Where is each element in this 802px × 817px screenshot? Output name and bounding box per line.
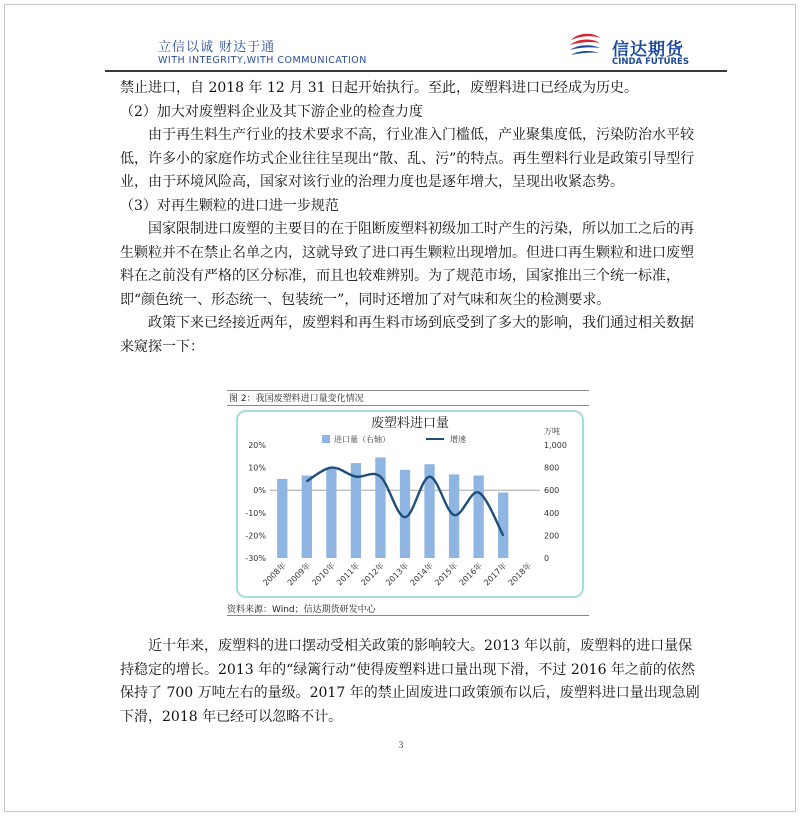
y-right-tick: 200	[544, 531, 560, 541]
page-number: 3	[398, 740, 404, 750]
y-left-tick: 20%	[248, 441, 266, 450]
chart-legend	[322, 434, 466, 444]
legend-label-line: 增速	[450, 435, 466, 444]
y-left-tick: -30%	[245, 554, 266, 563]
bar-2009年	[302, 476, 312, 558]
growth-point-2011年	[355, 476, 357, 478]
bar-2016年	[473, 476, 483, 558]
x-tick: 2011年	[334, 561, 362, 588]
x-tick: 2016年	[457, 561, 485, 588]
x-tick: 2018年	[506, 561, 534, 588]
growth-point-2014年	[429, 476, 431, 478]
figure-caption: 图 2：我国废塑料进口量变化情况	[227, 390, 589, 406]
x-tick: 2012年	[359, 561, 386, 588]
y-right-tick: 1,000	[544, 441, 567, 450]
header-brand: 信达期货	[612, 40, 684, 60]
x-tick: 2015年	[433, 561, 460, 588]
legend-swatch-bar	[322, 435, 330, 443]
chart-bars	[277, 457, 508, 558]
paragraph-4: 政策下来已经接近两年，废塑料和再生料市场到底受到了多大的影响，我们通过相关数据来窥探一下：	[120, 315, 694, 355]
y-left-tick: 10%	[248, 463, 266, 473]
y-right-tick: 800	[544, 463, 560, 473]
x-tick: 2013年	[383, 561, 411, 588]
y-left-tick: -10%	[245, 508, 266, 518]
x-tick: 2009年	[285, 561, 313, 588]
x-tick: 2017年	[482, 561, 509, 588]
y-right-tick: 400	[544, 508, 560, 518]
chart-title: 废塑料进口量	[370, 416, 450, 431]
paragraph-5: 近十年来，废塑料的进口摆动受相关政策的影响较大。2013 年以前，废塑料的进口量保持稳定的增长。2013 年的“绿篱行动”使得废塑料进口量出现下滑，不过 2016 年之前的依然保持了 700 万吨左右的量级。2017 年的禁止固废进口政策颁布以后，废塑料进口量出现急剧下滑，2018 年已经可以忽略不计。	[120, 638, 700, 725]
growth-point-2015年	[453, 514, 455, 516]
growth-point-2010年	[331, 467, 333, 469]
section-heading-3: （3）对再生颗粒的进口进一步规范	[120, 197, 339, 214]
section-heading-2: （2）加大对废塑料企业及其下游企业的检查力度	[120, 103, 423, 120]
legend-label-bar: 进口量（右轴）	[334, 435, 390, 444]
chart-x-ticks	[261, 560, 534, 587]
x-tick: 2010年	[310, 561, 337, 588]
import-volume-chart	[236, 410, 584, 598]
growth-point-2016年	[478, 492, 480, 494]
growth-point-2013年	[404, 517, 406, 519]
header-divider	[105, 70, 727, 72]
x-tick: 2014年	[408, 561, 435, 588]
y-right-tick: 0	[544, 554, 550, 563]
body-text-top	[120, 77, 700, 359]
paragraph-1: 禁止进口，自 2018 年 12 月 31 日起开始执行。至此，废塑料进口已经成为历史。	[120, 80, 638, 96]
source-divider	[227, 615, 589, 616]
chart-y-left-ticks	[245, 441, 266, 563]
bar-2010年	[326, 468, 336, 558]
bar-2012年	[375, 457, 385, 558]
growth-point-2009年	[306, 480, 308, 482]
y-left-tick: 0%	[253, 486, 266, 496]
figure-source: 资料来源：Wind；信达期货研发中心	[227, 605, 376, 615]
growth-point-2017年	[502, 535, 504, 537]
header-slogan-en: WITH INTEGRITY,WITH COMMUNICATION	[158, 55, 367, 66]
y-left-tick: -20%	[245, 531, 266, 541]
bar-2008年	[277, 479, 287, 558]
header-brand-en: CINDA FUTURES	[612, 57, 689, 67]
cinda-logo-icon	[568, 30, 602, 62]
growth-point-2012年	[380, 476, 382, 478]
chart-y-right-ticks	[544, 441, 567, 563]
body-text-bottom	[120, 635, 700, 729]
y-right-tick: 600	[544, 486, 560, 496]
x-tick: 2008年	[261, 561, 288, 588]
header-slogan: 立信以诚 财达于通	[158, 40, 276, 55]
paragraph-3: 国家限制进口废塑的主要目的在于阻断废塑料初级加工时产生的污染，所以加工之后的再生颗粒并不在禁止名单之内，这就导致了进口再生颗粒出现增加。但进口再生颗粒和进口废塑料在之前没有严格的区分标准，而且也较难辨别。为了规范市场，国家推出三个统一标准，即“颜色统一、形态统一、包装统一”，同时还增加了对气味和灰尘的检测要求。	[120, 221, 694, 308]
paragraph-2: 由于再生料生产行业的技术要求不高，行业准入门槛低，产业聚集度低，污染防治水平较低，许多小的家庭作坊式企业往往呈现出“散、乱、污”的特点。再生塑料行业是政策引导型行业，由于环境风险高，国家对该行业的治理力度也是逐年增大，呈现出收紧态势。	[120, 127, 695, 190]
chart-unit-label: 万吨	[544, 427, 560, 436]
